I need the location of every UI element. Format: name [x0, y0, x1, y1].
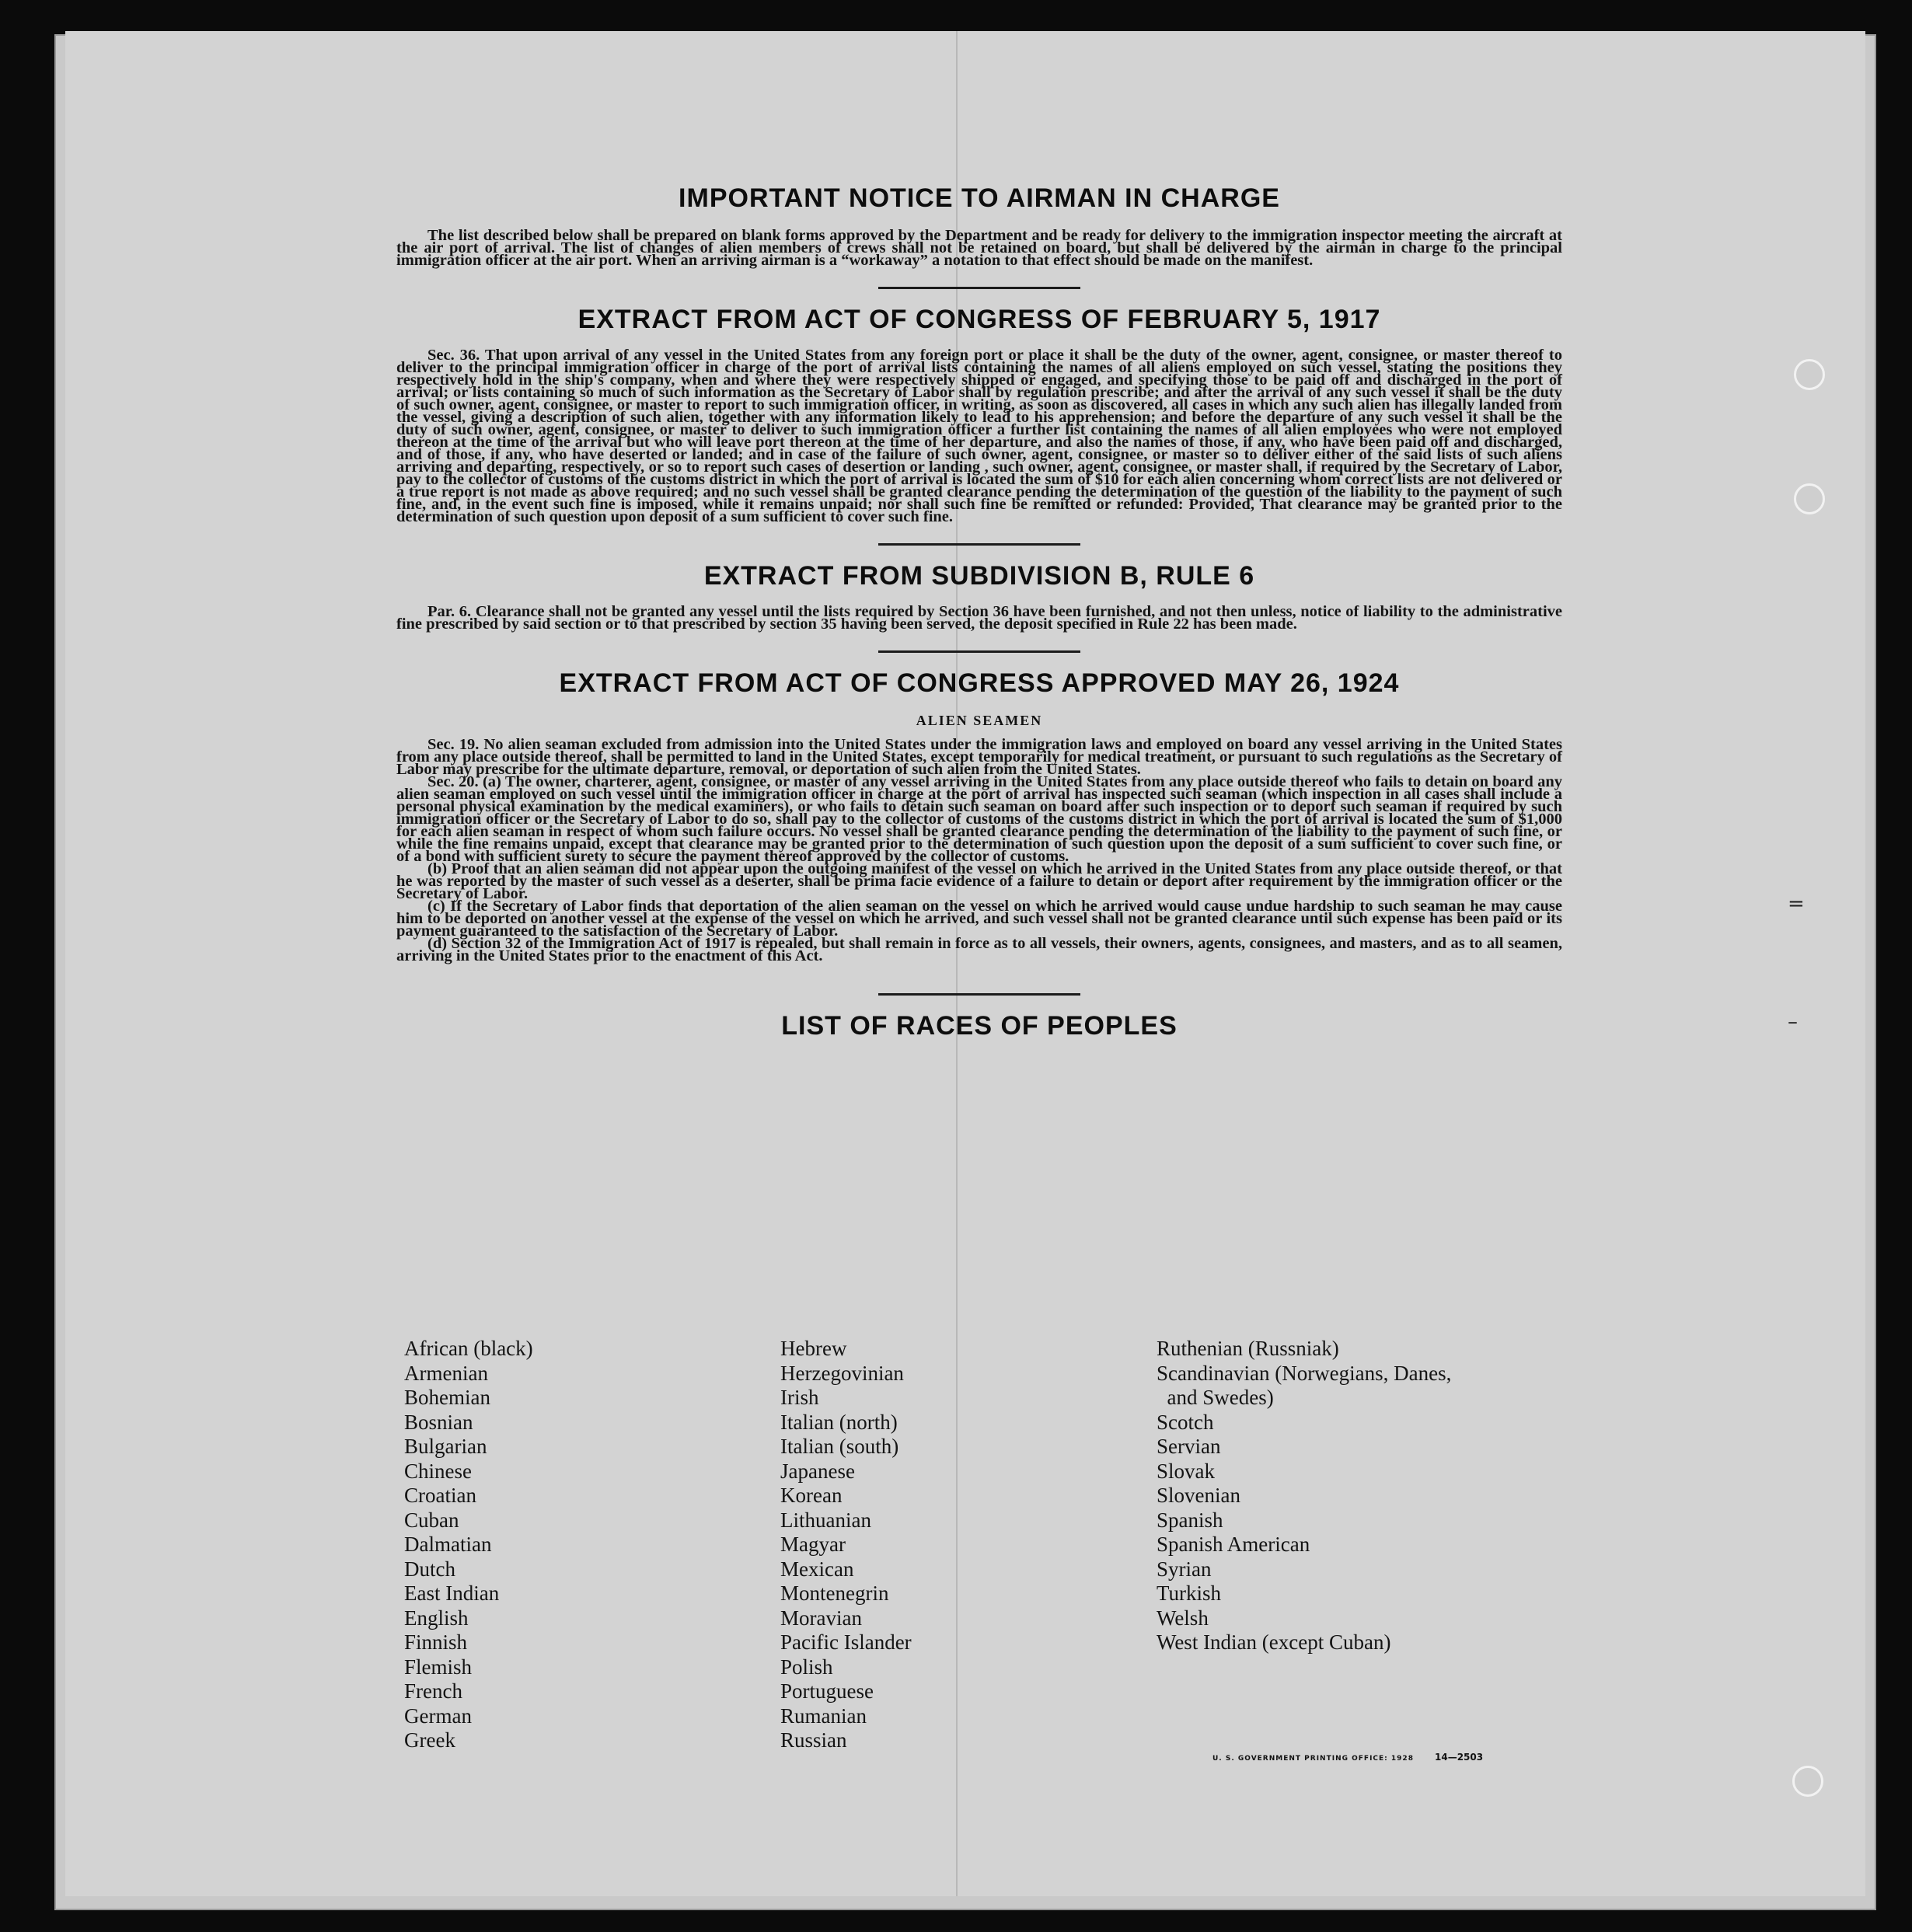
race-item: French — [404, 1679, 462, 1703]
alien-seamen-subheading: ALIEN SEAMEN — [916, 713, 1043, 728]
races-column-1 — [404, 1337, 780, 1753]
race-item: Mexican — [780, 1557, 854, 1581]
race-item: Welsh — [1157, 1606, 1209, 1630]
race-item: Slovak — [1157, 1459, 1216, 1483]
act-1924-heading: EXTRACT FROM ACT OF CONGRESS APPROVED MAY 26, 1924 — [559, 668, 1400, 698]
race-item: Finnish — [404, 1630, 468, 1654]
printer-imprint: U. S. GOVERNMENT PRINTING OFFICE: 1928 — [1212, 1755, 1414, 1763]
race-item: Dalmatian — [404, 1533, 492, 1556]
rule-6-paragraph: Par. 6. Clearance shall not be granted any vessel until the lists required by Section 36 have been furnished, and not then unless, notice of liability to the administrative fine prescribed by said section or to that prescribed by section 35 having been served, the deposit specified in Rule 22 has been made. — [396, 603, 1562, 633]
race-item: Greek — [404, 1728, 455, 1752]
race-item: West Indian (except Cuban) — [1157, 1630, 1391, 1654]
form-number: 14—2503 — [1435, 1752, 1484, 1763]
margin-mark: = — [1788, 892, 1805, 915]
race-item: Slovenian — [1157, 1484, 1240, 1507]
race-item: German — [404, 1704, 472, 1728]
race-item: Korean — [780, 1484, 843, 1507]
sec-20b-paragraph: (b) Proof that an alien seaman did not appear upon the outgoing manifest of the vessel on which he arrived in the United States from any place outside thereof, or that he was reported by the master of such vessel as a deserter, shall be prima facie evidence of a failure to detain or deport after requirement by the immigration officer or the Secretary of Labor. — [396, 860, 1562, 902]
section-divider — [878, 287, 1080, 289]
races-column-2 — [780, 1337, 1157, 1753]
act-1917-paragraph: Sec. 36. That upon arrival of any vessel in the United States from any foreign port or place it shall be the duty of the owner, agent, consignee, or master thereof to deliver to the principal immigration officer in charge of the port of arrival lists containing the names of all aliens employed on such vessel, stating the positions they respectively hold in the ship's company, when and where they were respectively shipped or engaged, and specifying those to be paid off and discharged in the port of arrival; or lists containing so much of such information as the Secretary of Labor shall by regulation prescribe; and after the arrival of any such vessel it shall be the duty of such owner, agent, consignee, or master to report to such immigration officer, in writing, as soon as discovered, all cases in which any such alien has illegally landed from the vessel, giving a description of such alien, together with any information likely to lead to his apprehension; and before the departure of any such vessel it shall be the duty of such owner, agent, consignee, or master to deliver to such immigration officer a further list containing the names of all alien employees who were not employed thereon at the time of the arrival but who will leave port thereon at the time of her departure, and also the names of those, if any, who have been paid off and discharged, and of those, if any, who have deserted or landed; and in case of the failure of such owner, agent, consignee, or master so to deliver either of the said lists of such aliens arriving and departing, respectively, or so to report such cases of desertion or landing , such owner, agent, consignee, or master shall, if required by the Secretary of Labor, pay to the collector of customs of the customs district in which the port of arrival is located the sum of $10 for each alien concerning whom correct lists are not delivered or a true report is not made as above required; and no such vessel shall be granted clearance pending the determination of the question of the liability to the payment of such fine, and, in the event such fine is imposed, while it remains unpaid; nor shall such fine be remitted or refunded: Provided, That clearance may be granted prior to the determination of such question upon deposit of a sum sufficient to cover such fine. — [396, 347, 1562, 525]
race-item: Polish — [780, 1655, 833, 1679]
race-item: Irish — [780, 1386, 819, 1409]
race-item: East Indian — [404, 1582, 500, 1605]
race-item: Spanish — [1157, 1508, 1223, 1532]
race-item: Spanish American — [1157, 1533, 1310, 1556]
race-item: Cuban — [404, 1508, 459, 1532]
sec-19-paragraph: Sec. 19. No alien seaman excluded from admission into the United States under the immigration laws and employed on board any vessel arriving in the United States from any place outside thereof, shall be permitted to land in the United States, except temporarily for medical treatment, or pursuant to such regulations as the Secretary of Labor may prescribe for the ultimate departure, removal, or deportation of such alien from the United States. — [396, 736, 1562, 778]
race-item: Pacific Islander — [780, 1630, 912, 1654]
race-item: African (black) — [404, 1337, 533, 1360]
race-item: Japanese — [780, 1459, 855, 1483]
race-item: English — [404, 1606, 469, 1630]
race-item: and Swedes) — [1157, 1386, 1274, 1409]
race-item: Hebrew — [780, 1337, 847, 1360]
section-divider — [878, 993, 1080, 996]
race-item: Magyar — [780, 1533, 846, 1556]
race-item: Scandinavian (Norwegians, Danes, — [1157, 1361, 1452, 1385]
punch-hole — [1792, 1766, 1823, 1797]
document-body — [396, 171, 1562, 1055]
rule-6-heading: EXTRACT FROM SUBDIVISION B, RULE 6 — [703, 561, 1255, 591]
section-divider — [878, 650, 1080, 653]
race-item: Rumanian — [780, 1704, 867, 1728]
race-item: Bosnian — [404, 1410, 473, 1434]
race-item: Flemish — [404, 1655, 473, 1679]
race-item: Armenian — [404, 1361, 488, 1385]
races-list — [404, 1337, 1570, 1753]
race-item: Chinese — [404, 1459, 472, 1483]
sec-20a-paragraph: Sec. 20. (a) The owner, charterer, agent, consignee, or master of any vessel arriving in the United States from any place outside thereof who fails to detain on board any alien seaman employed on such vessel until the immigration officer in charge at the port of arrival has inspected such seaman (which inspection in all cases shall include a personal physical examination by the medical examiners), or who fails to detain such seaman on board after such inspection or to deport such seaman if required by such immigration officer or the Secretary of Labor to do so, shall pay to the collector of customs of the customs district in which the port of arrival is located the sum of $1,000 for each alien seaman in respect of whom such failure occurs. No vessel shall be granted clearance pending the determination of the liability to the payment of such fine, or while the fine remains unpaid, except that clearance may be granted prior to the determination of such question upon the deposit of a sum sufficient to cover such fine, or of a bond with sufficient surety to secure the payment thereof approved by the collector of customs. — [396, 773, 1562, 865]
act-1917-heading: EXTRACT FROM ACT OF CONGRESS OF FEBRUARY 5, 1917 — [577, 305, 1381, 334]
race-item: Turkish — [1157, 1582, 1222, 1605]
notice-paragraph: The list described below shall be prepared on blank forms approved by the Department and be ready for delivery to the immigration inspector meeting the aircraft at the air port of arrival. The list of changes of alien members of crews shall not be retained on board, but shall be delivered by the airman in charge to the principal immigration officer at the air port. When an arriving airman is a “workaway” a notation to that effect should be made on the manifest. — [396, 227, 1562, 269]
race-item: Syrian — [1157, 1557, 1212, 1581]
race-item: Moravian — [780, 1606, 862, 1630]
sec-20c-paragraph: (c) If the Secretary of Labor finds that deportation of the alien seaman on the vessel on which he arrived would cause undue hardship to such seaman he may cause him to be deported on another vessel at the expense of the vessel on which he arrived, and such vessel shall not be granted clearance until such expense has been paid or its payment guaranteed to the satisfaction of the Secretary of Labor. — [396, 898, 1562, 940]
races-heading: LIST OF RACES OF PEOPLES — [781, 1011, 1178, 1041]
race-item: Scotch — [1157, 1410, 1214, 1434]
race-item: Croatian — [404, 1484, 476, 1507]
race-item: Montenegrin — [780, 1582, 889, 1605]
race-item: Italian (north) — [780, 1410, 898, 1434]
punch-hole — [1794, 483, 1825, 514]
punch-hole — [1794, 359, 1825, 390]
race-item: Lithuanian — [780, 1508, 871, 1532]
race-item: Russian — [780, 1728, 847, 1752]
margin-mark: – — [1788, 1010, 1798, 1034]
race-item: Bohemian — [404, 1386, 490, 1409]
race-item: Portuguese — [780, 1679, 874, 1703]
race-item: Italian (south) — [780, 1435, 899, 1458]
race-item: Ruthenian (Russniak) — [1157, 1337, 1339, 1360]
race-item: Bulgarian — [404, 1435, 487, 1458]
notice-heading: IMPORTANT NOTICE TO AIRMAN IN CHARGE — [679, 183, 1280, 213]
race-item: Dutch — [404, 1557, 455, 1581]
races-column-3 — [1157, 1337, 1533, 1753]
section-divider — [878, 543, 1080, 546]
race-item: Servian — [1157, 1435, 1221, 1458]
race-item: Herzegovinian — [780, 1361, 904, 1385]
sec-20d-paragraph: (d) Section 32 of the Immigration Act of 1917 is repealed, but shall remain in force as to all vessels, their owners, agents, consignees, and masters, and as to all seamen, arriving in the United States prior to the enactment of this Act. — [396, 935, 1562, 964]
